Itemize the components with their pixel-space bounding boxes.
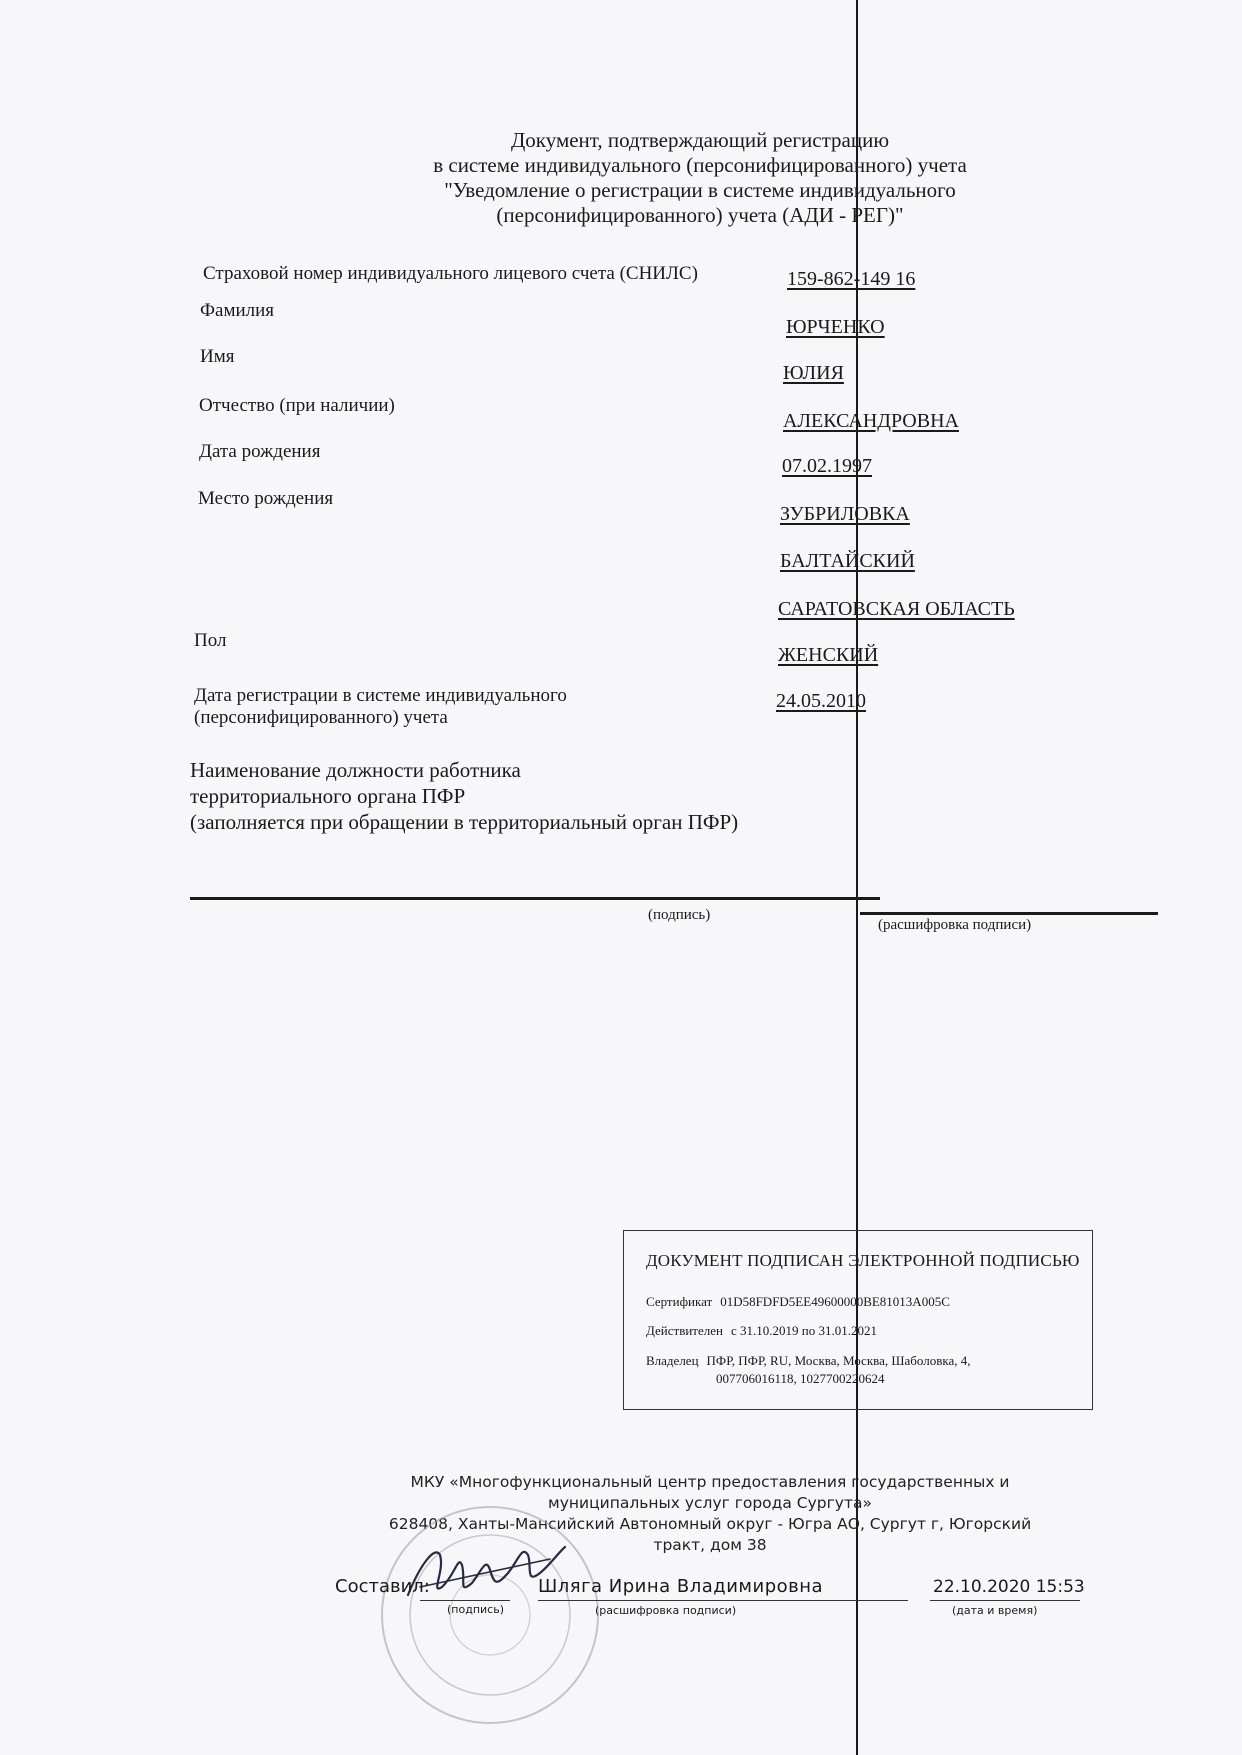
stamp-title: ДОКУМЕНТ ПОДПИСАН ЭЛЕКТРОННОЙ ПОДПИСЬЮ <box>646 1251 1080 1270</box>
mfc-line-1: МКУ «Многофункциональный центр предоставления государственных и <box>410 1473 1010 1491</box>
electronic-signature-stamp <box>623 1230 1093 1410</box>
snils-label: Страховой номер индивидуального лицевого счета (СНИЛС) <box>203 263 698 284</box>
name-value: ЮЛИЯ <box>783 362 844 384</box>
validity-value: с 31.10.2019 по 31.01.2021 <box>730 1323 877 1338</box>
compiled-signature-caption: (подпись) <box>447 1603 504 1616</box>
patronymic-label: Отчество (при наличии) <box>199 395 395 416</box>
sex-value: ЖЕНСКИЙ <box>778 644 879 666</box>
signature-caption: (подпись) <box>648 907 711 923</box>
stamp-certificate-row <box>646 1294 950 1310</box>
header-line-2: в системе индивидуального (персонифицированного) учета <box>433 153 967 177</box>
compiled-name-caption: (расшифровка подписи) <box>595 1604 737 1617</box>
compiled-by-name: Шляга Ирина Владимировна <box>538 1576 824 1597</box>
position-line-2: территориального органа ПФР <box>190 784 466 808</box>
mfc-line-4: тракт, дом 38 <box>653 1536 767 1554</box>
certificate-label: Сертификат <box>646 1294 713 1309</box>
compiled-by-label: Составил: <box>335 1576 430 1597</box>
position-line-3: (заполняется при обращении в территориальный орган ПФР) <box>190 810 739 834</box>
owner-value-line-1: ПФР, ПФР, RU, Москва, Москва, Шаболовка, 4, <box>706 1353 971 1368</box>
regdate-value: 24.05.2010 <box>776 690 866 712</box>
compiled-datetime: 22.10.2020 15:53 <box>933 1577 1085 1597</box>
compiled-name-line <box>538 1600 908 1601</box>
signature-line <box>190 897 880 900</box>
document-header <box>300 128 1100 228</box>
owner-label: Владелец <box>646 1353 699 1368</box>
birthplace-label: Место рождения <box>198 488 334 509</box>
patronymic-value: АЛЕКСАНДРОВНА <box>783 410 959 432</box>
position-line-1: Наименование должности работника <box>190 758 521 782</box>
regdate-label-line-2: (персонифицированного) учета <box>194 707 448 728</box>
name-label: Имя <box>200 346 235 367</box>
birthplace-line-1: ЗУБРИЛОВКА <box>780 503 910 525</box>
birthdate-label: Дата рождения <box>199 441 321 462</box>
owner-value-line-2: 007706016118, 1027700220624 <box>716 1371 885 1386</box>
header-line-4: (персонифицированного) учета (АДИ - РЕГ)" <box>496 203 904 227</box>
surname-label: Фамилия <box>200 300 275 321</box>
stamp-validity-row <box>646 1323 877 1339</box>
mfc-line-2: муниципальных услуг города Сургута» <box>548 1494 872 1512</box>
decoding-caption: (расшифровка подписи) <box>878 917 1032 933</box>
signature-decoding-line <box>860 912 1158 915</box>
compiled-date-caption: (дата и время) <box>952 1604 1038 1617</box>
surname-value: ЮРЧЕНКО <box>786 316 885 338</box>
stamp-owner-row <box>646 1353 970 1369</box>
birthplace-line-2: БАЛТАЙСКИЙ <box>780 550 915 572</box>
header-line-1: Документ, подтверждающий регистрацию <box>510 128 890 152</box>
compiled-signature-line <box>420 1600 510 1601</box>
snils-value: 159-862-149 16 <box>787 268 916 290</box>
birthplace-line-3: САРАТОВСКАЯ ОБЛАСТЬ <box>778 598 1015 620</box>
header-line-3: "Уведомление о регистрации в системе индивидуального <box>444 178 956 202</box>
position-block <box>190 757 738 835</box>
birthdate-value: 07.02.1997 <box>782 455 872 477</box>
certificate-value: 01D58FDFD5EE49600000BE81013A005C <box>720 1294 950 1309</box>
compiled-date-line <box>930 1600 1080 1601</box>
sex-label: Пол <box>194 630 227 651</box>
handwritten-signature <box>400 1525 570 1615</box>
mfc-line-3: 628408, Ханты-Мансийский Автономный округ - Югра АО, Сургут г, Югорский <box>388 1515 1032 1533</box>
validity-label: Действителен <box>646 1323 723 1338</box>
regdate-label-line-1: Дата регистрации в системе индивидуального <box>194 685 567 706</box>
